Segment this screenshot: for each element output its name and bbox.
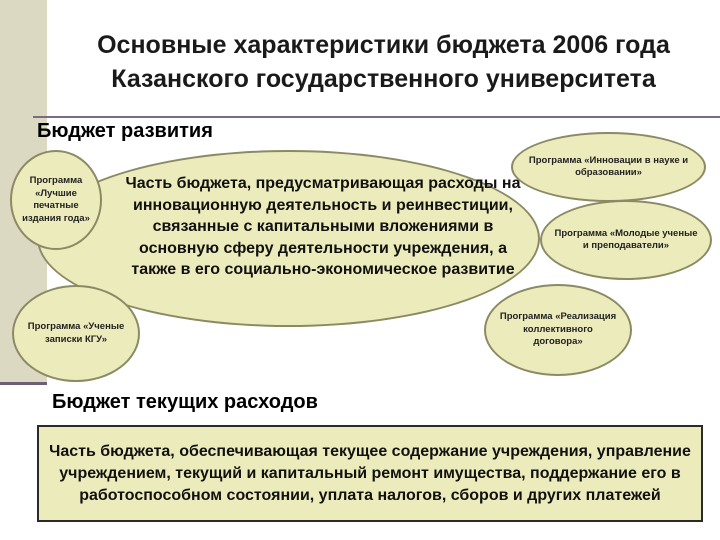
slide-title xyxy=(47,28,720,96)
program-innovations-label: Программа «Инновации в науке и образовании» xyxy=(528,154,689,178)
program-scientific-notes-label: Программа «Ученые записки КГУ» xyxy=(27,321,125,345)
program-best-publications-ellipse xyxy=(10,150,102,250)
program-scientific-notes-ellipse xyxy=(12,285,140,382)
title-divider xyxy=(33,116,720,118)
program-young-scientists-label: Программа «Молодые ученые и преподаватели» xyxy=(554,227,698,251)
slide-title-line-1: Основные характеристики бюджета 2006 года xyxy=(97,31,670,59)
program-young-scientists-ellipse xyxy=(540,200,712,280)
program-innovations-ellipse xyxy=(511,132,706,202)
current-budget-heading: Бюджет текущих расходов xyxy=(52,391,318,413)
current-budget-description: Часть бюджета, обеспечивающая текущее содержание учреждения, управление учреждением, текущий и капитальный ремонт имущества, поддержание его в работоспособном состоянии, уплата налогов, сборов и других платежей xyxy=(49,442,691,504)
program-best-publications-label: Программа «Лучшие печатные издания года» xyxy=(22,175,90,224)
development-budget-description: Часть бюджета, предусматривающая расходы на инновационную деятельность и реинвестиции, связанные с капитальными вложениями в основную сферу деятельности учреждения, а также в его социально-экономическое развитие xyxy=(125,175,521,278)
program-collective-agreement-ellipse xyxy=(484,284,632,376)
current-budget-description-box xyxy=(37,425,703,522)
program-collective-agreement-label: Программа «Реализация коллективного договора» xyxy=(499,311,617,348)
development-budget-heading: Бюджет развития xyxy=(37,120,213,142)
slide-title-line-2: Казанского государственного университета xyxy=(111,65,656,93)
decorative-side-line xyxy=(0,382,47,385)
